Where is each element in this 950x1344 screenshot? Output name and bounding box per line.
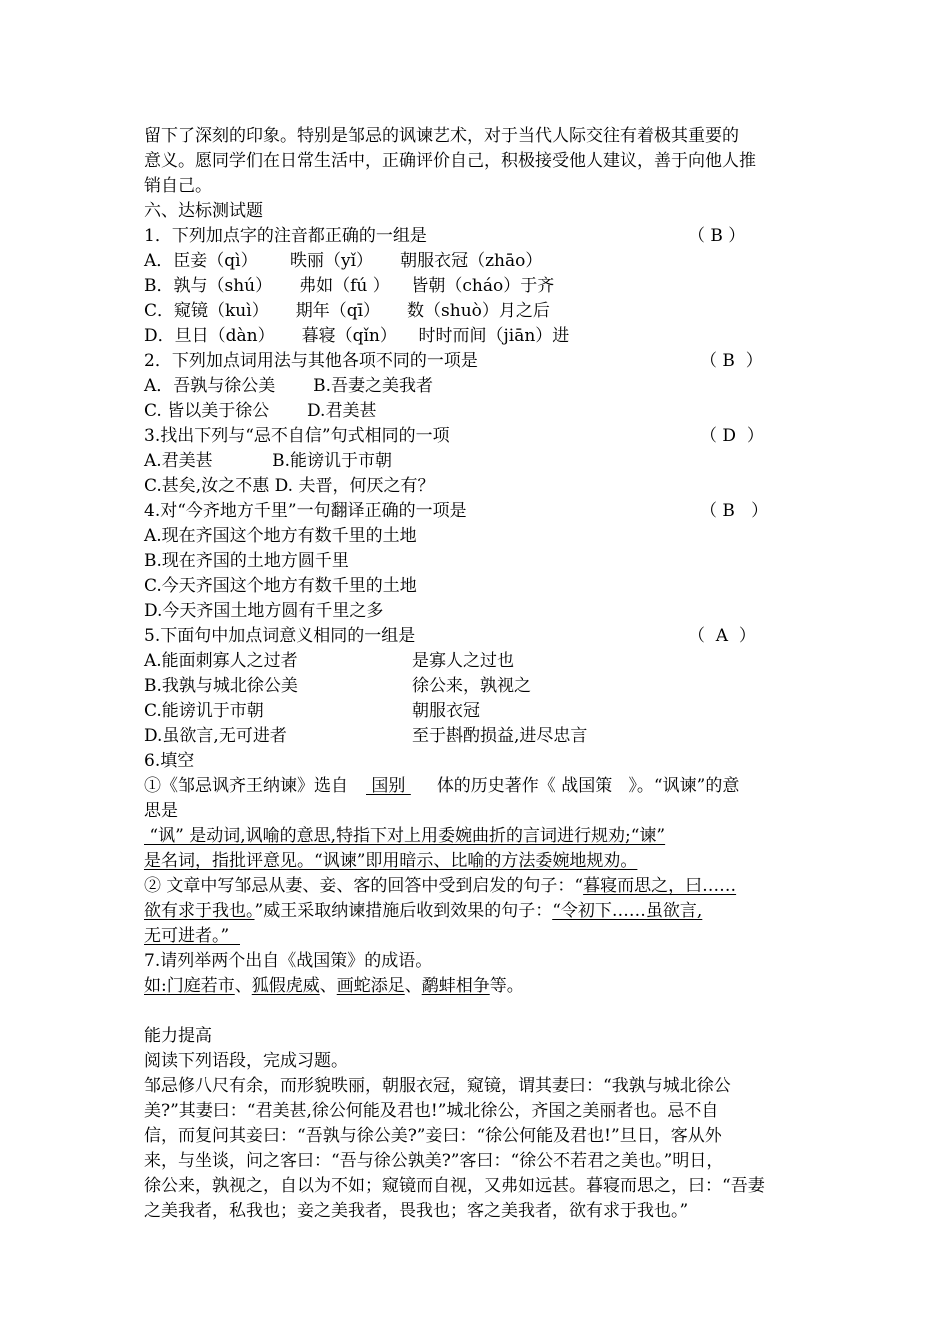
q6-p1-answer-line2: 是名词，指批评意见。“讽谏”即用暗示、比喻的方法委婉地规劝。	[144, 851, 638, 871]
q2-option-cd: C. 皆以美于徐公 D.君美甚	[144, 401, 377, 421]
q4-stem: 4.对“今齐地方千里”一句翻译正确的一项是	[144, 501, 467, 521]
q5-row-c-right: 朝服衣冠	[412, 701, 480, 721]
q4-option-d: D.今天齐国土地方圆有千里之多	[144, 601, 384, 621]
q6-p2-text-a: ② 文章中写邹忌从妻、妾、客的回答中受到启发的句子：“	[144, 876, 584, 896]
q4-option-a: A.现在齐国这个地方有数千里的土地	[144, 526, 417, 546]
q7-idiom: 鹬蚌相争	[421, 976, 490, 996]
q1-stem: 1．下列加点字的注音都正确的一组是	[144, 226, 427, 246]
passage-line: 徐公来，孰视之，自以为不如；窥镜而自视，又弗如远甚。暮寝而思之，曰：“吾妻	[144, 1176, 765, 1196]
q5-row-a-right: 是寡人之过也	[412, 651, 514, 671]
q7-idiom: 门庭若市	[166, 976, 235, 996]
q7-answer-line	[144, 974, 524, 998]
q6-p2-line1	[144, 874, 736, 898]
q6-p1-line2: 思是	[144, 801, 178, 821]
q7-idiom: 狐假虎威	[251, 976, 320, 996]
q2-answer: （ B ）	[700, 351, 763, 371]
q6-title: 6.填空	[144, 751, 195, 771]
q4-answer: （ B ）	[700, 501, 769, 521]
q3-answer: （ D ）	[700, 426, 764, 446]
q7-prefix: 如:	[144, 976, 167, 996]
passage-line: 信，而复问其妾曰：“吾孰与徐公美?”妾曰：“徐公何能及君也!”旦日，客从外	[144, 1126, 722, 1146]
q7-suffix: 等。	[489, 976, 524, 996]
q6-p2-answer-1: 暮寝而思之，曰……	[583, 876, 737, 896]
q6-p2-answer-4: 无可进者。”	[144, 926, 240, 946]
ability-instruction: 阅读下列语段，完成习题。	[144, 1051, 348, 1071]
q6-p1-answer-line1: “讽” 是动词,讽喻的意思,特指下对上用委婉曲折的言词进行规劝;“谏”	[144, 826, 666, 846]
q7-separator: 、	[404, 976, 422, 996]
q3-option-cd: C.甚矣,汝之不惠 D. 夫晋，何厌之有？	[144, 476, 435, 496]
intro-line-1: 留下了深刻的印象。特别是邹忌的讽谏艺术，对于当代人际交往有着极其重要的	[144, 126, 739, 146]
q6-p1-text-a: ①《邹忌讽齐王纳谏》选自	[144, 776, 348, 796]
q5-row-c-left: C.能谤讥于市朝	[144, 701, 264, 721]
q6-blank-genre: 国别	[366, 776, 411, 796]
q6-p2-text-b: ”威王采取纳谏措施后收到效果的句子：	[254, 901, 553, 921]
passage-line: 邹忌修八尺有余，而形貌昳丽，朝服衣冠，窥镜，谓其妻曰：“我孰与城北徐公	[144, 1076, 731, 1096]
q7-separator: 、	[234, 976, 252, 996]
q5-answer: （ A ）	[688, 626, 756, 646]
q5-row-b-right: 徐公来，孰视之	[412, 676, 531, 696]
q5-row-d-right: 至于斟酌损益,进尽忠言	[412, 726, 588, 746]
q6-p2-line2	[144, 899, 702, 923]
q4-option-b: B.现在齐国的土地方圆千里	[144, 551, 349, 571]
q4-option-c: C.今天齐国这个地方有数千里的土地	[144, 576, 417, 596]
passage-line: 美?”其妻曰：“君美甚,徐公何能及君也!”城北徐公，齐国之美丽者也。忌不自	[144, 1101, 719, 1121]
q5-row-d-left: D.虽欲言,无可进者	[144, 726, 287, 746]
q1-option-c: C．窥镜（kuì） 期年（qī） 数（shuò）月之后	[144, 301, 550, 321]
q6-p1-text-c: 》。“讽谏”的意	[628, 776, 740, 796]
q6-p2-answer-2: 欲有求于我也。	[144, 901, 255, 921]
q6-blank-book: 战国策	[555, 776, 629, 796]
q7-separator: 、	[319, 976, 337, 996]
q2-stem: 2．下列加点词用法与其他各项不同的一项是	[144, 351, 478, 371]
section6-title: 六、达标测试题	[144, 201, 263, 221]
q5-row-a-left: A.能面刺寡人之过者	[144, 651, 298, 671]
q7-idiom: 画蛇添足	[336, 976, 405, 996]
intro-line-2: 意义。愿同学们在日常生活中，正确评价自己，积极接受他人建议，善于向他人推	[144, 151, 756, 171]
q2-option-ab: A．吾孰与徐公美 B.吾妻之美我者	[144, 376, 433, 396]
q7-stem: 7.请列举两个出自《战国策》的成语。	[144, 951, 433, 971]
q5-stem: 5.下面句中加点词意义相同的一组是	[144, 626, 416, 646]
q3-option-ab: A.君美甚 B.能谤讥于市朝	[144, 451, 393, 471]
q3-stem: 3.找出下列与“忌不自信”句式相同的一项	[144, 426, 450, 446]
q1-option-b: B．孰与（shú） 弗如（fú ） 皆朝（cháo）于齐	[144, 276, 555, 296]
ability-title: 能力提高	[144, 1026, 212, 1046]
passage-line: 之美我者，私我也；妾之美我者，畏我也；客之美我者，欲有求于我也。”	[144, 1201, 689, 1221]
passage-line: 来，与坐谈，问之客曰：“吾与徐公孰美?”客曰：“徐公不若君之美也。”明日，	[144, 1151, 724, 1171]
q1-answer: （ B ）	[688, 226, 746, 246]
q1-option-d: D．旦日（dàn） 暮寝（qǐn） 时时而间（jiān）进	[144, 326, 570, 346]
q6-p2-answer-3: “令初下……虽欲言,	[552, 901, 703, 921]
q6-p1-line1	[144, 774, 739, 798]
q6-p1-text-b: 体的历史著作《	[436, 776, 556, 796]
intro-line-3: 销自己。	[144, 176, 212, 196]
q5-row-b-left: B.我孰与城北徐公美	[144, 676, 298, 696]
q1-option-a: A．臣妾（qì） 昳丽（yǐ） 朝服衣冠（zhāo）	[144, 251, 543, 271]
